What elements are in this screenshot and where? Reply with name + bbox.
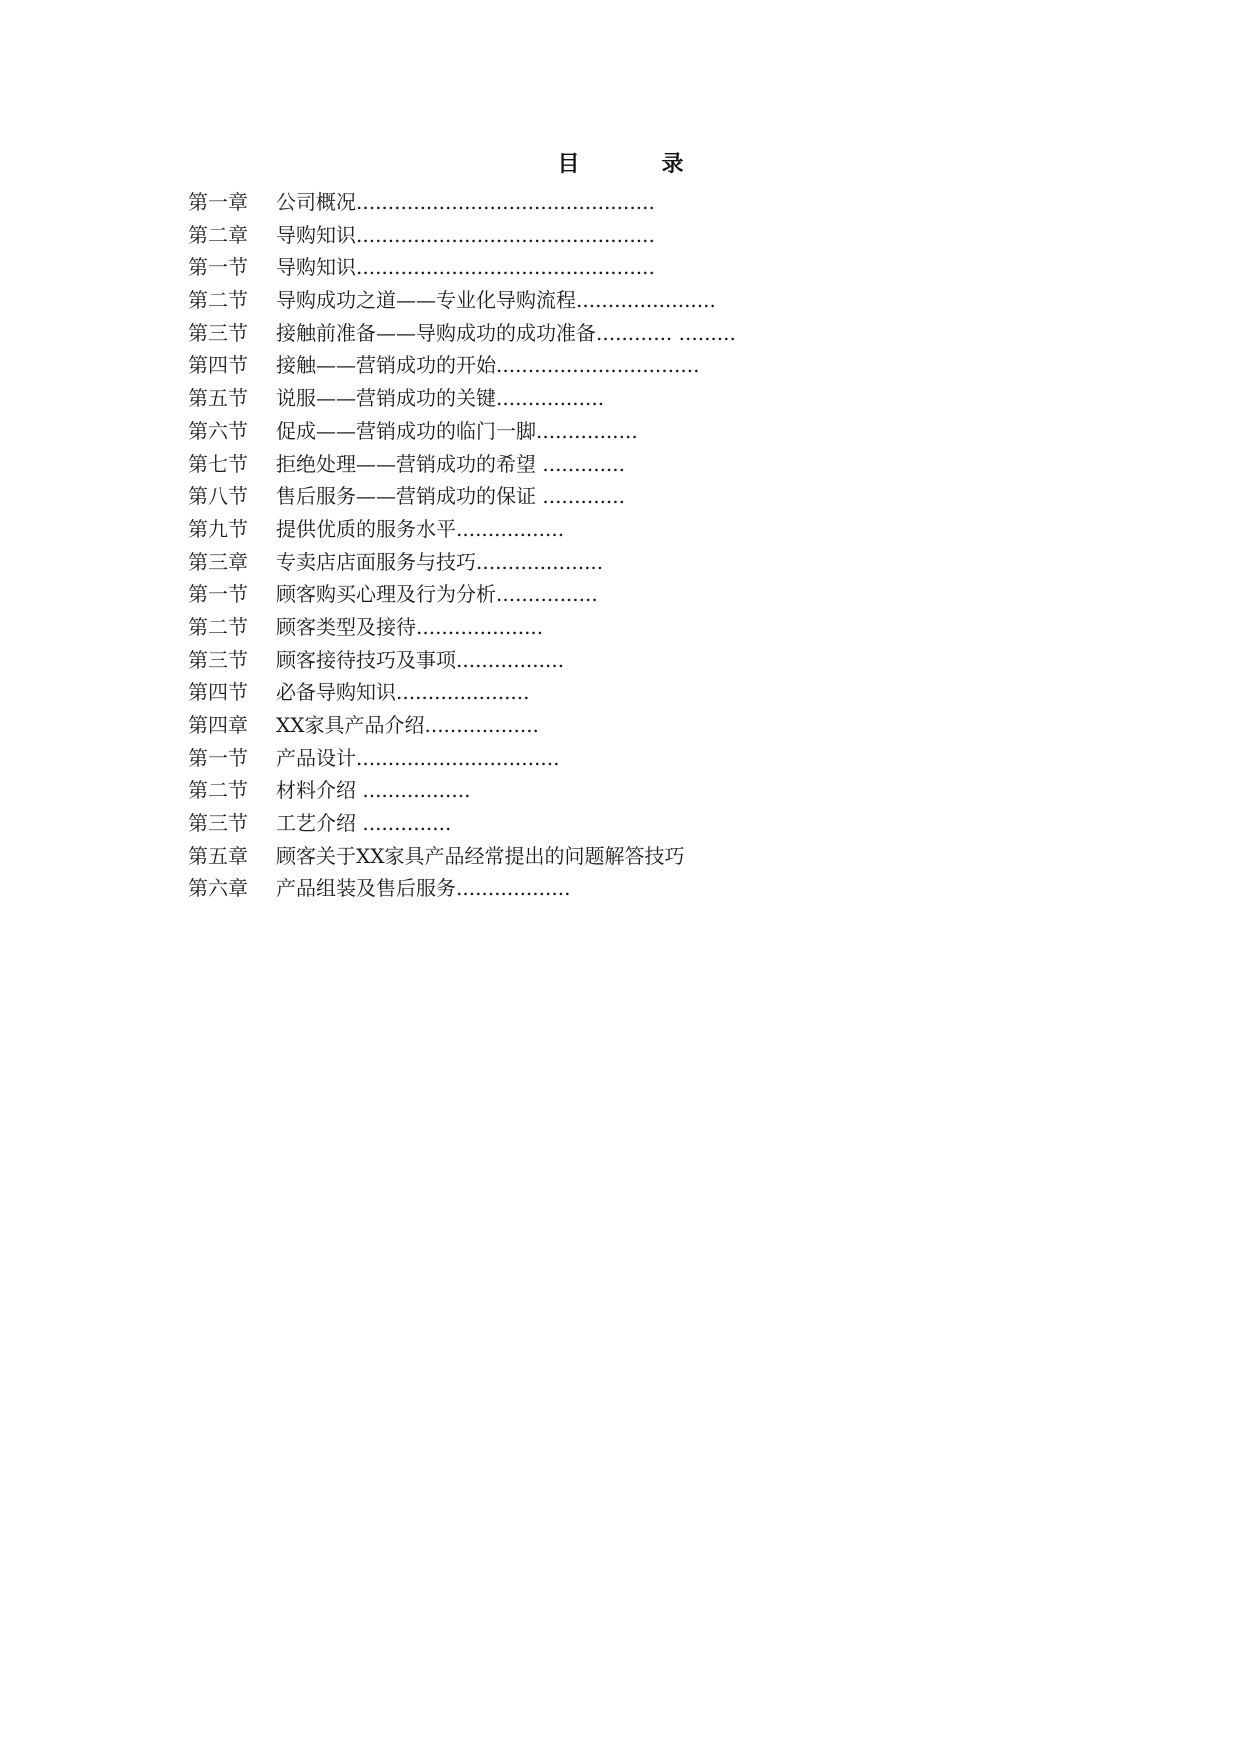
toc-entry-text: 专卖店店面服务与技巧.................... [276, 549, 604, 574]
toc-entry [188, 578, 908, 611]
toc-entry [188, 742, 908, 775]
toc-entry [188, 644, 908, 677]
toc-entry-label: 第一节 [188, 745, 248, 770]
toc-entry-text: 材料介绍 ................. [276, 778, 471, 803]
toc-entry-label: 第五章 [188, 843, 248, 868]
toc-entry-text: 顾客购买心理及行为分析................ [276, 582, 598, 607]
toc-entry-label: 第七节 [188, 451, 248, 476]
toc-entry-text: 提供优质的服务水平................. [276, 516, 565, 541]
toc-entry-label: 第四节 [188, 353, 248, 378]
toc-list [188, 186, 908, 905]
toc-entry-label: 第二节 [188, 288, 248, 313]
toc-entry-text: 接触前准备——导购成功的成功准备............ ......... [276, 320, 736, 345]
toc-entry-text: 顾客类型及接待.................... [276, 614, 544, 639]
toc-entry-label: 第三节 [188, 647, 248, 672]
toc-entry-text: 必备导购知识..................... [276, 680, 530, 705]
toc-entry-label: 第三节 [188, 811, 248, 836]
toc-entry-label: 第四节 [188, 680, 248, 705]
toc-entry [188, 840, 908, 873]
toc-entry-text: XX家具产品介绍.................. [276, 713, 539, 737]
toc-entry-text: 说服——营销成功的关键................. [276, 386, 605, 411]
toc-entry-label: 第一节 [188, 255, 248, 280]
toc-entry-text: 顾客接待技巧及事项................. [276, 647, 565, 672]
toc-entry-text: 拒绝处理——营销成功的希望 ............. [276, 451, 626, 476]
toc-entry [188, 774, 908, 807]
toc-entry [188, 382, 908, 415]
toc-entry [188, 480, 908, 513]
toc-entry [188, 611, 908, 644]
toc-entry-label: 第八节 [188, 484, 248, 509]
toc-entry-text: 售后服务——营销成功的保证 ............. [276, 484, 626, 509]
toc-entry [188, 872, 908, 905]
toc-entry-text: 促成——营销成功的临门一脚................ [276, 418, 638, 443]
toc-entry-label: 第五节 [188, 386, 248, 411]
toc-entry-text: 导购成功之道——专业化导购流程...................... [276, 288, 716, 313]
toc-entry [188, 448, 908, 481]
toc-entry [188, 349, 908, 382]
toc-entry-label: 第一章 [188, 190, 248, 214]
toc-entry [188, 709, 908, 742]
toc-entry [188, 513, 908, 546]
toc-entry-text: 接触——营销成功的开始................................ [276, 353, 700, 378]
toc-entry [188, 284, 908, 317]
toc-entry-label: 第三章 [188, 549, 248, 574]
toc-entry [188, 415, 908, 448]
toc-entry-label: 第二节 [188, 778, 248, 803]
toc-entry-text: 顾客关于XX家具产品经常提出的问题解答技巧 [276, 843, 685, 868]
toc-entry-text: 产品组装及售后服务.................. [276, 876, 571, 901]
toc-entry [188, 546, 908, 579]
toc-entry [188, 317, 908, 350]
toc-entry-text: 导购知识............................................... [276, 222, 655, 247]
toc-entry-label: 第二章 [188, 222, 248, 247]
toc-entry-text: 导购知识............................................... [276, 255, 655, 280]
toc-entry [188, 807, 908, 840]
toc-entry-label: 第四章 [188, 713, 248, 737]
toc-entry [188, 251, 908, 284]
toc-entry-label: 第六节 [188, 418, 248, 443]
toc-entry-label: 第三节 [188, 320, 248, 345]
toc-entry-text: 工艺介绍 .............. [276, 811, 452, 836]
toc-title: 目 录 [557, 152, 714, 177]
toc-entry-label: 第九节 [188, 516, 248, 541]
toc-entry-text: 公司概况............................................... [276, 190, 655, 214]
toc-entry-label: 第二节 [188, 614, 248, 639]
toc-entry-label: 第一节 [188, 582, 248, 607]
toc-entry-label: 第六章 [188, 876, 248, 901]
toc-entry [188, 219, 908, 252]
toc-entry [188, 186, 908, 219]
toc-entry-text: 产品设计................................ [276, 745, 560, 770]
toc-entry [188, 676, 908, 709]
